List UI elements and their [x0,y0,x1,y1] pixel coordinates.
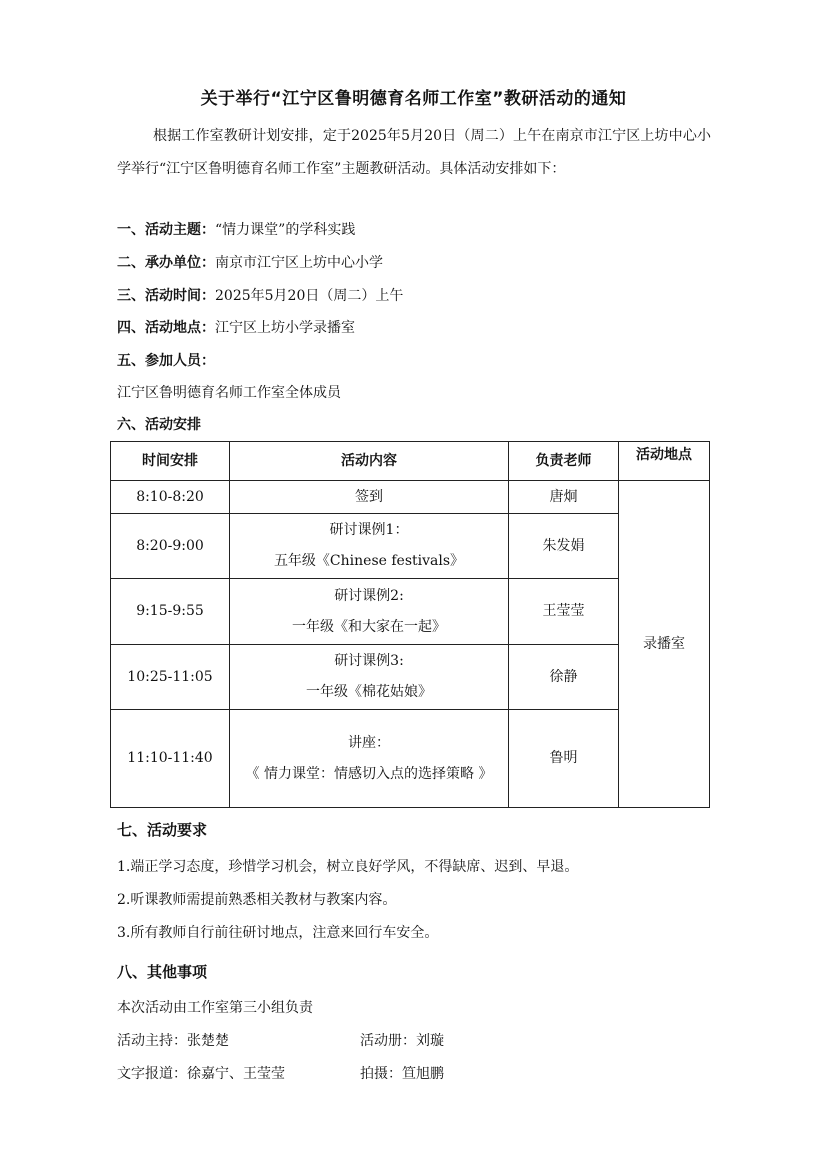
row-content [230,514,509,579]
place-label: 四、活动地点： [117,320,215,336]
table-header-row [111,442,710,481]
row-time: 10:25-11:05 [111,645,230,710]
row-time: 8:20-9:00 [111,514,230,579]
time-value: 2025年5月20日（周二）上午 [215,288,404,304]
row-teacher: 朱发娟 [509,514,619,579]
row-time: 11:10-11:40 [111,710,230,808]
others-label: 八、其他事项 [117,963,208,981]
others-report: 文字报道：徐嘉宁、王莹莹 [117,1066,285,1082]
others-album: 活动册：刘璇 [360,1033,444,1049]
row-content-line1: 研讨课例1： [329,522,409,538]
theme-value: “情力课堂”的学科实践 [215,222,356,238]
row-content-line1: 签到 [355,488,383,505]
row-teacher: 王莹莹 [509,579,619,645]
others-photo: 拍摄：笪旭鹏 [360,1066,444,1082]
table-row [111,481,710,514]
location-cell: 录播室 [619,481,710,808]
host-label: 二、承办单位： [117,255,215,271]
header-location: 活动地点 [619,442,710,481]
participants-value: 江宁区鲁明德育名师工作室全体成员 [117,385,341,401]
notice-title: 关于举行“江宁区鲁明德育名师工作室”教研活动的通知 [200,89,627,109]
host-line [117,253,383,273]
participants-label: 五、参加人员： [117,353,215,369]
row-content-line2: 一年级《棉花姑娘》 [306,684,432,700]
intro-paragraph: 根据工作室教研计划安排，定于2025年5月20日（周二）上午在南京市江宁区上坊中心小学举行“江宁区鲁明德育名师工作室”主题教研活动。具体活动安排如下： [117,128,711,177]
place-line [117,318,355,338]
row-content-line1: 讲座： [348,734,390,751]
header-teacher: 负责老师 [509,442,619,481]
requirement-item: 2.听课教师需提前熟悉相关教材与教案内容。 [117,892,397,908]
row-content-line2: 《 情力课堂：情感切入点的选择策略 》 [245,765,493,782]
row-content [230,710,509,808]
participants-line [117,351,215,371]
time-line [117,286,403,306]
row-teacher: 唐炯 [509,481,619,514]
schedule-label: 六、活动安排 [117,417,201,433]
time-label: 三、活动时间： [117,288,215,304]
row-content-line1: 研讨课例3: [334,653,404,669]
row-content-line2: 五年级《Chinese festivals》 [273,553,465,569]
header-time: 时间安排 [111,442,230,481]
schedule-table [110,441,710,808]
row-content [230,579,509,645]
row-time: 8:10-8:20 [111,481,230,514]
row-teacher: 鲁明 [509,710,619,808]
row-time: 9:15-9:55 [111,579,230,645]
requirement-item: 3.所有教师自行前往研讨地点，注意来回行车安全。 [117,925,439,941]
row-content [230,645,509,710]
others-host: 活动主持：张楚楚 [117,1033,229,1049]
theme-line [117,220,355,240]
row-content-line2: 一年级《和大家在一起》 [292,618,446,635]
theme-label: 一、活动主题： [117,222,215,238]
row-content-line1: 研讨课例2: [334,587,404,604]
row-teacher: 徐静 [509,645,619,710]
requirement-item: 1.端正学习态度，珍惜学习机会，树立良好学风，不得缺席、迟到、早退。 [117,859,579,875]
row-content [230,481,509,514]
header-content: 活动内容 [230,442,509,481]
host-value: 南京市江宁区上坊中心小学 [215,255,383,271]
place-value: 江宁区上坊小学录播室 [215,320,355,336]
others-note: 本次活动由工作室第三小组负责 [117,1000,313,1016]
requirements-label: 七、活动要求 [117,821,208,839]
